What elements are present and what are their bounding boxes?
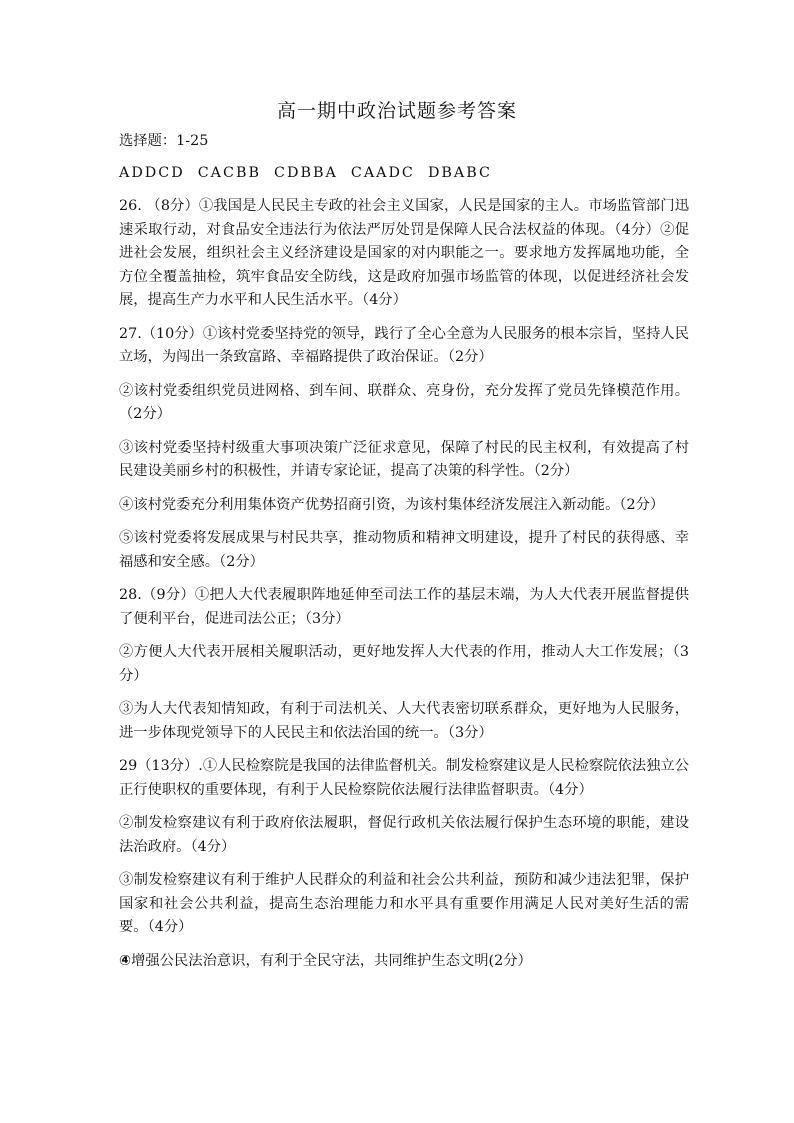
mc-answers: ADDCD CACBB CDBBA CAADC DBABC <box>119 164 492 181</box>
answer-27-point-5: ⑤该村党委将发展成果与村民共享，推动物质和精神文明建设，提升了村民的获得感、幸福感和安全感。（2分） <box>119 530 689 570</box>
answer-29-point-1: 29（13分）.①人民检察院是我国的法律监督机关。制发检察建议是人民检察院依法独立公正行使职权的重要体现，有利于人民检察院依法履行法律监督职责。（4分） <box>119 758 689 798</box>
answer-27-point-3: ③该村党委坚持村级重大事项决策广泛征求意见，保障了村民的民主权利，有效提高了村民建设美丽乡村的积极性，并请专家论证，提高了决策的科学性。（2分） <box>119 439 689 479</box>
answer-29-point-4 <box>119 950 689 974</box>
answer-28-point-2: ②方便人大代表开展相关履职活动，更好地发挥人大代表的作用，推动人大工作发展；（3分） <box>119 644 689 684</box>
answer-27-point-4: ④该村党委充分利用集体资产优势招商引资，为该村集体经济发展注入新动能。（2分） <box>119 496 665 513</box>
answer-29-point-4-text: 增强公民法治意识，有利于全民守法，共同维护生态文明(2分） <box>131 952 532 969</box>
point-marker: ④ <box>119 952 132 969</box>
answer-28-point-1: 28.（9分）①把人大代表履职阵地延伸至司法工作的基层末端，为人大代表开展监督提供了便利平台，促进司法公正；（3分） <box>119 587 689 627</box>
answer-29-point-3: ③制发检察建议有利于维护人民群众的利益和社会公共利益，预防和减少违法犯罪，保护国家和社会公共利益，提高生态治理能力和水平具有重要作用满足人民对美好生活的需要。（4分） <box>119 872 689 935</box>
answer-26: 26. （8分）①我国是人民民主专政的社会主义国家，人民是国家的主人。市场监管部门迅速采取行动，对食品安全违法行为依法严厉处罚是保障人民合法权益的体现。（4分）②促进社会发展，组织社会主义经济建设是国家的对内职能之一。要求地方发挥属地功能，全方位全覆盖抽检，筑牢食品安全防线，这是政府加强市场监管的体现，以促进经济社会发展，提高生产力水平和人民生活水平。（4分） <box>119 198 689 308</box>
answer-27-point-2: ②该村党委组织党员进网格、到车间、联群众、亮身份，充分发挥了党员先锋模范作用。（2分） <box>119 382 689 422</box>
page-title: 高一期中政治试题参考答案 <box>276 100 517 122</box>
answer-29-point-2: ②制发检察建议有利于政府依法履职，督促行政机关依法履行保护生态环境的职能，建设法治政府。（4分） <box>119 815 689 855</box>
answer-body <box>119 130 689 983</box>
answer-27-point-1: 27.（10分）①该村党委坚持党的领导，践行了全心全意为人民服务的根本宗旨，坚持人民立场，为闯出一条致富路、幸福路提供了政治保证。（2分） <box>119 325 689 365</box>
answer-28-point-3: ③为人大代表知情知政，有利于司法机关、人大代表密切联系群众，更好地为人民服务，进一步体现党领导下的人民民主和依法治国的统一。（3分） <box>119 701 689 741</box>
mc-header: 选择题：1-25 <box>119 133 209 149</box>
